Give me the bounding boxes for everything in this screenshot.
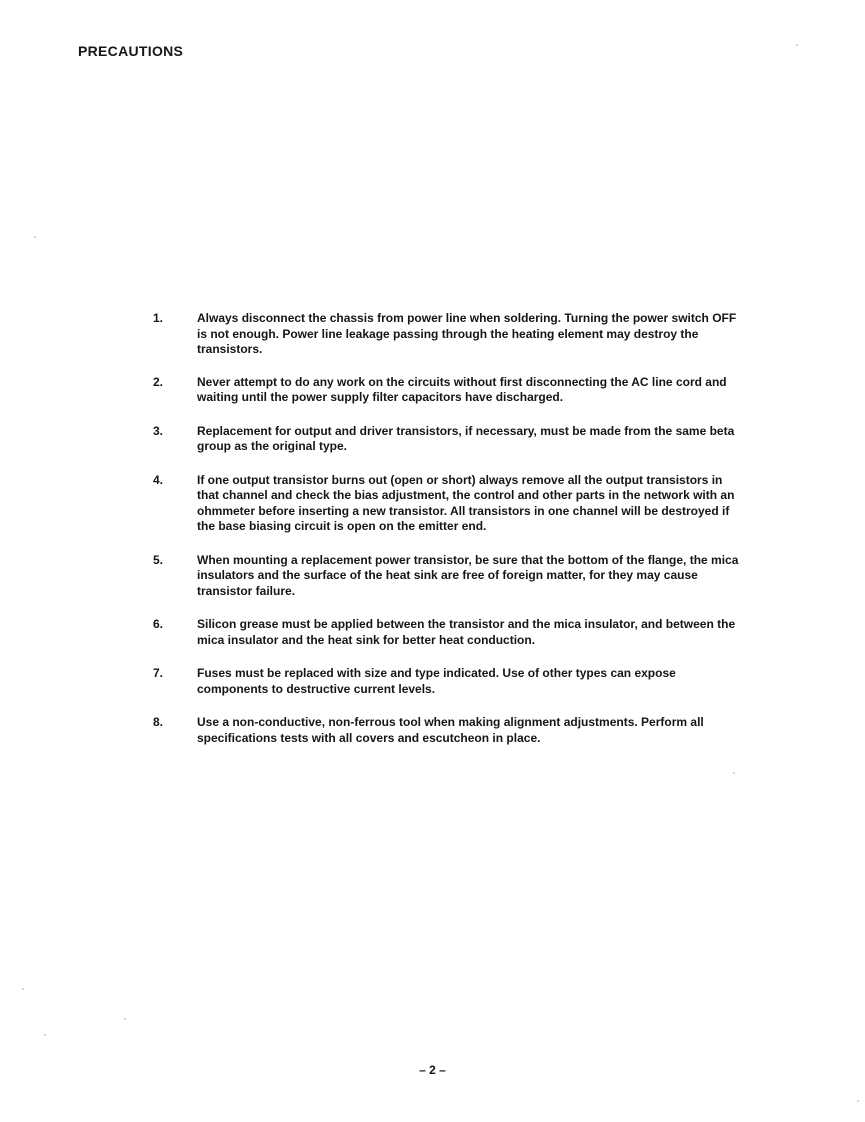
page-title: PRECAUTIONS	[78, 43, 184, 59]
precaution-item-8	[153, 715, 743, 746]
item-text: Silicon grease must be applied between the transistor and the mica insulator, and between the mica insulator and the heat sink for better heat conduction.	[197, 617, 736, 647]
item-text: When mounting a replacement power transistor, be sure that the bottom of the flange, the mica insulators and the surface of the heat sink are free of foreign matter, for they may cause transistor failure.	[197, 552, 739, 598]
precaution-item-5	[153, 553, 743, 600]
scan-speck	[44, 1034, 46, 1036]
item-number: 7.	[153, 666, 164, 680]
item-text: Replacement for output and driver transistors, if necessary, must be made from the same beta group as the original type.	[197, 423, 735, 453]
item-number: 5.	[153, 552, 164, 567]
precaution-item-1	[153, 311, 743, 358]
scan-speck	[124, 1018, 126, 1020]
item-number: 2.	[153, 374, 164, 389]
scan-speck	[733, 772, 735, 774]
item-number: 3.	[153, 423, 164, 438]
item-text: If one output transistor burns out (open or short) always remove all the output transistors in that channel and check the bias adjustment, the control and other parts in the network with an ohmmeter before inserting a new transistor. All transistors in one channel will be destroyed if the base biasing circuit is open on the emitter end.	[197, 472, 735, 533]
item-number: 8.	[153, 715, 164, 729]
precautions-list	[153, 311, 743, 746]
item-text: Fuses must be replaced with size and type indicated. Use of other types can expose components to destructive current levels.	[197, 666, 676, 696]
item-number: 6.	[153, 617, 164, 631]
item-number: 1.	[153, 311, 164, 325]
scan-speck	[34, 236, 36, 238]
item-text: Never attempt to do any work on the circuits without first disconnecting the AC line cord and waiting until the power supply filter capacitors have discharged.	[197, 374, 727, 404]
precaution-item-2	[153, 375, 743, 406]
scan-speck	[22, 988, 24, 990]
item-number: 4.	[153, 472, 164, 487]
precaution-item-3	[153, 424, 743, 455]
precaution-item-6	[153, 617, 743, 648]
scan-speck	[796, 44, 798, 46]
page-number: – 2 –	[419, 1063, 446, 1077]
precaution-item-4	[153, 473, 743, 535]
scan-speck	[857, 1100, 859, 1102]
item-text: Use a non-conductive, non-ferrous tool when making alignment adjustments. Perform all specifications tests with all covers and escutcheon in place.	[197, 715, 704, 745]
precaution-item-7	[153, 666, 743, 697]
item-text: Always disconnect the chassis from power line when soldering. Turning the power switch OFF is not enough. Power line leakage passing through the heating element may destroy the transistors.	[197, 311, 737, 356]
